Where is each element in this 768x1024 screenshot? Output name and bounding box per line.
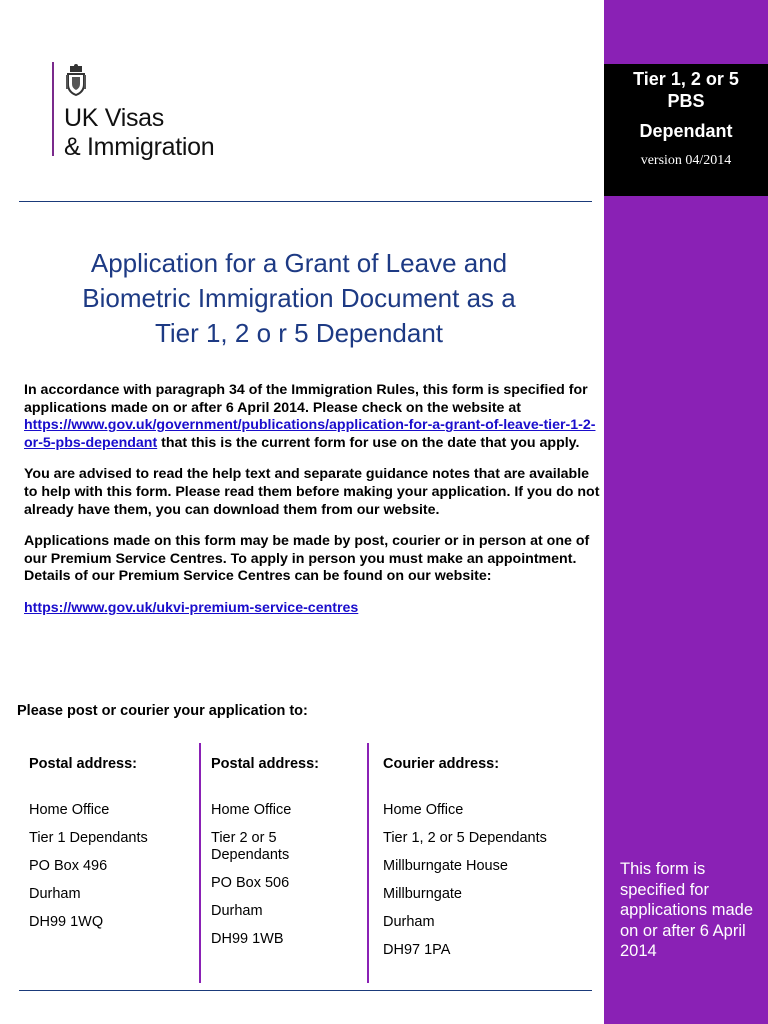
address-line: PO Box 506 [211, 875, 290, 891]
current-form-link-part-1: https://www.gov.uk/government/publications/application-for-a- [24, 417, 445, 434]
current-form-link-part-2: grant-of-leave-tier-1-2-or-5-pbs-dependant [24, 417, 596, 451]
paragraph-premium-centres: Applications made on this form may be made by post, courier or in person at one of our Premium Service Centres. To apply in person you must make an appointment. Details of our Premium Service Centres can be found on our website: [24, 533, 590, 585]
address-line: Tier 1 Dependants [29, 830, 148, 846]
address-line: Tier 1, 2 or 5 Dependants [383, 830, 547, 846]
address-line: Durham [29, 886, 81, 902]
address-line: Tier 2 or 5 Dependants [211, 830, 290, 863]
column-divider [199, 743, 201, 983]
address-line: Millburngate [383, 886, 462, 902]
logo-divider [52, 62, 54, 156]
address-line: Home Office [29, 802, 110, 818]
royal-crest-icon [64, 63, 88, 97]
post-instructions: Please post or courier your application to: [17, 703, 308, 719]
badge-version: version 04/2014 [640, 153, 732, 168]
address-line: DH97 1PA [383, 942, 451, 958]
footer-divider [19, 990, 592, 991]
address-line: Durham [383, 914, 435, 930]
paragraph-guidance: You are advised to read the help text and separate guidance notes that are available to help with this form. Please read them before making your application. If you do not already have them, you can download them from our website. [24, 466, 600, 518]
address-column-tier1 [29, 754, 189, 942]
address-line: PO Box 496 [29, 858, 108, 874]
address-heading: Courier address: [383, 756, 500, 772]
title-line-3: Tier 1, 2 o r 5 Dependant [154, 318, 444, 348]
header-divider [19, 201, 592, 202]
address-line: Home Office [211, 802, 292, 818]
logo-line-2: & Immigration [64, 133, 215, 161]
logo-line-1: UK Visas [64, 104, 164, 132]
badge-line-1 [604, 68, 768, 112]
intro-text [24, 382, 602, 632]
page-title [19, 246, 579, 351]
title-line-2: Biometric Immigration Document as a [82, 283, 516, 313]
address-column-courier [383, 754, 593, 970]
column-divider [367, 743, 369, 983]
address-line: Home Office [383, 802, 464, 818]
address-heading: Postal address: [211, 756, 319, 772]
address-column-tier2-5 [211, 754, 356, 959]
premium-centres-link[interactable]: https://www.gov.uk/ukvi-premium-service-centres [24, 599, 359, 616]
title-line-1: Application for a Grant of Leave and [90, 248, 508, 278]
address-line: Durham [211, 903, 263, 919]
badge-tier: Tier 1, 2 or 5 [633, 69, 739, 89]
address-line: Millburngate House [383, 858, 508, 874]
form-type-badge [604, 64, 768, 196]
address-heading: Postal address: [29, 756, 137, 772]
sidebar [604, 0, 768, 1024]
paragraph-rules-text: In accordance with paragraph 34 of the Immigration Rules, this form is specified for applications made on or after 6 April 2014. Please check on the website at [24, 382, 588, 416]
validity-note: This form is specified for applications made on or after 6 April 2014 [620, 860, 753, 960]
address-line: DH99 1WB [211, 931, 284, 947]
address-line: DH99 1WQ [29, 914, 104, 930]
paragraph-rules-tail: that this is the current form for use on the date that you apply. [157, 434, 580, 451]
badge-pbs: PBS [667, 91, 705, 111]
badge-dependant: Dependant [639, 121, 733, 141]
paragraph-rules [24, 382, 602, 452]
paragraph-link [24, 600, 602, 618]
